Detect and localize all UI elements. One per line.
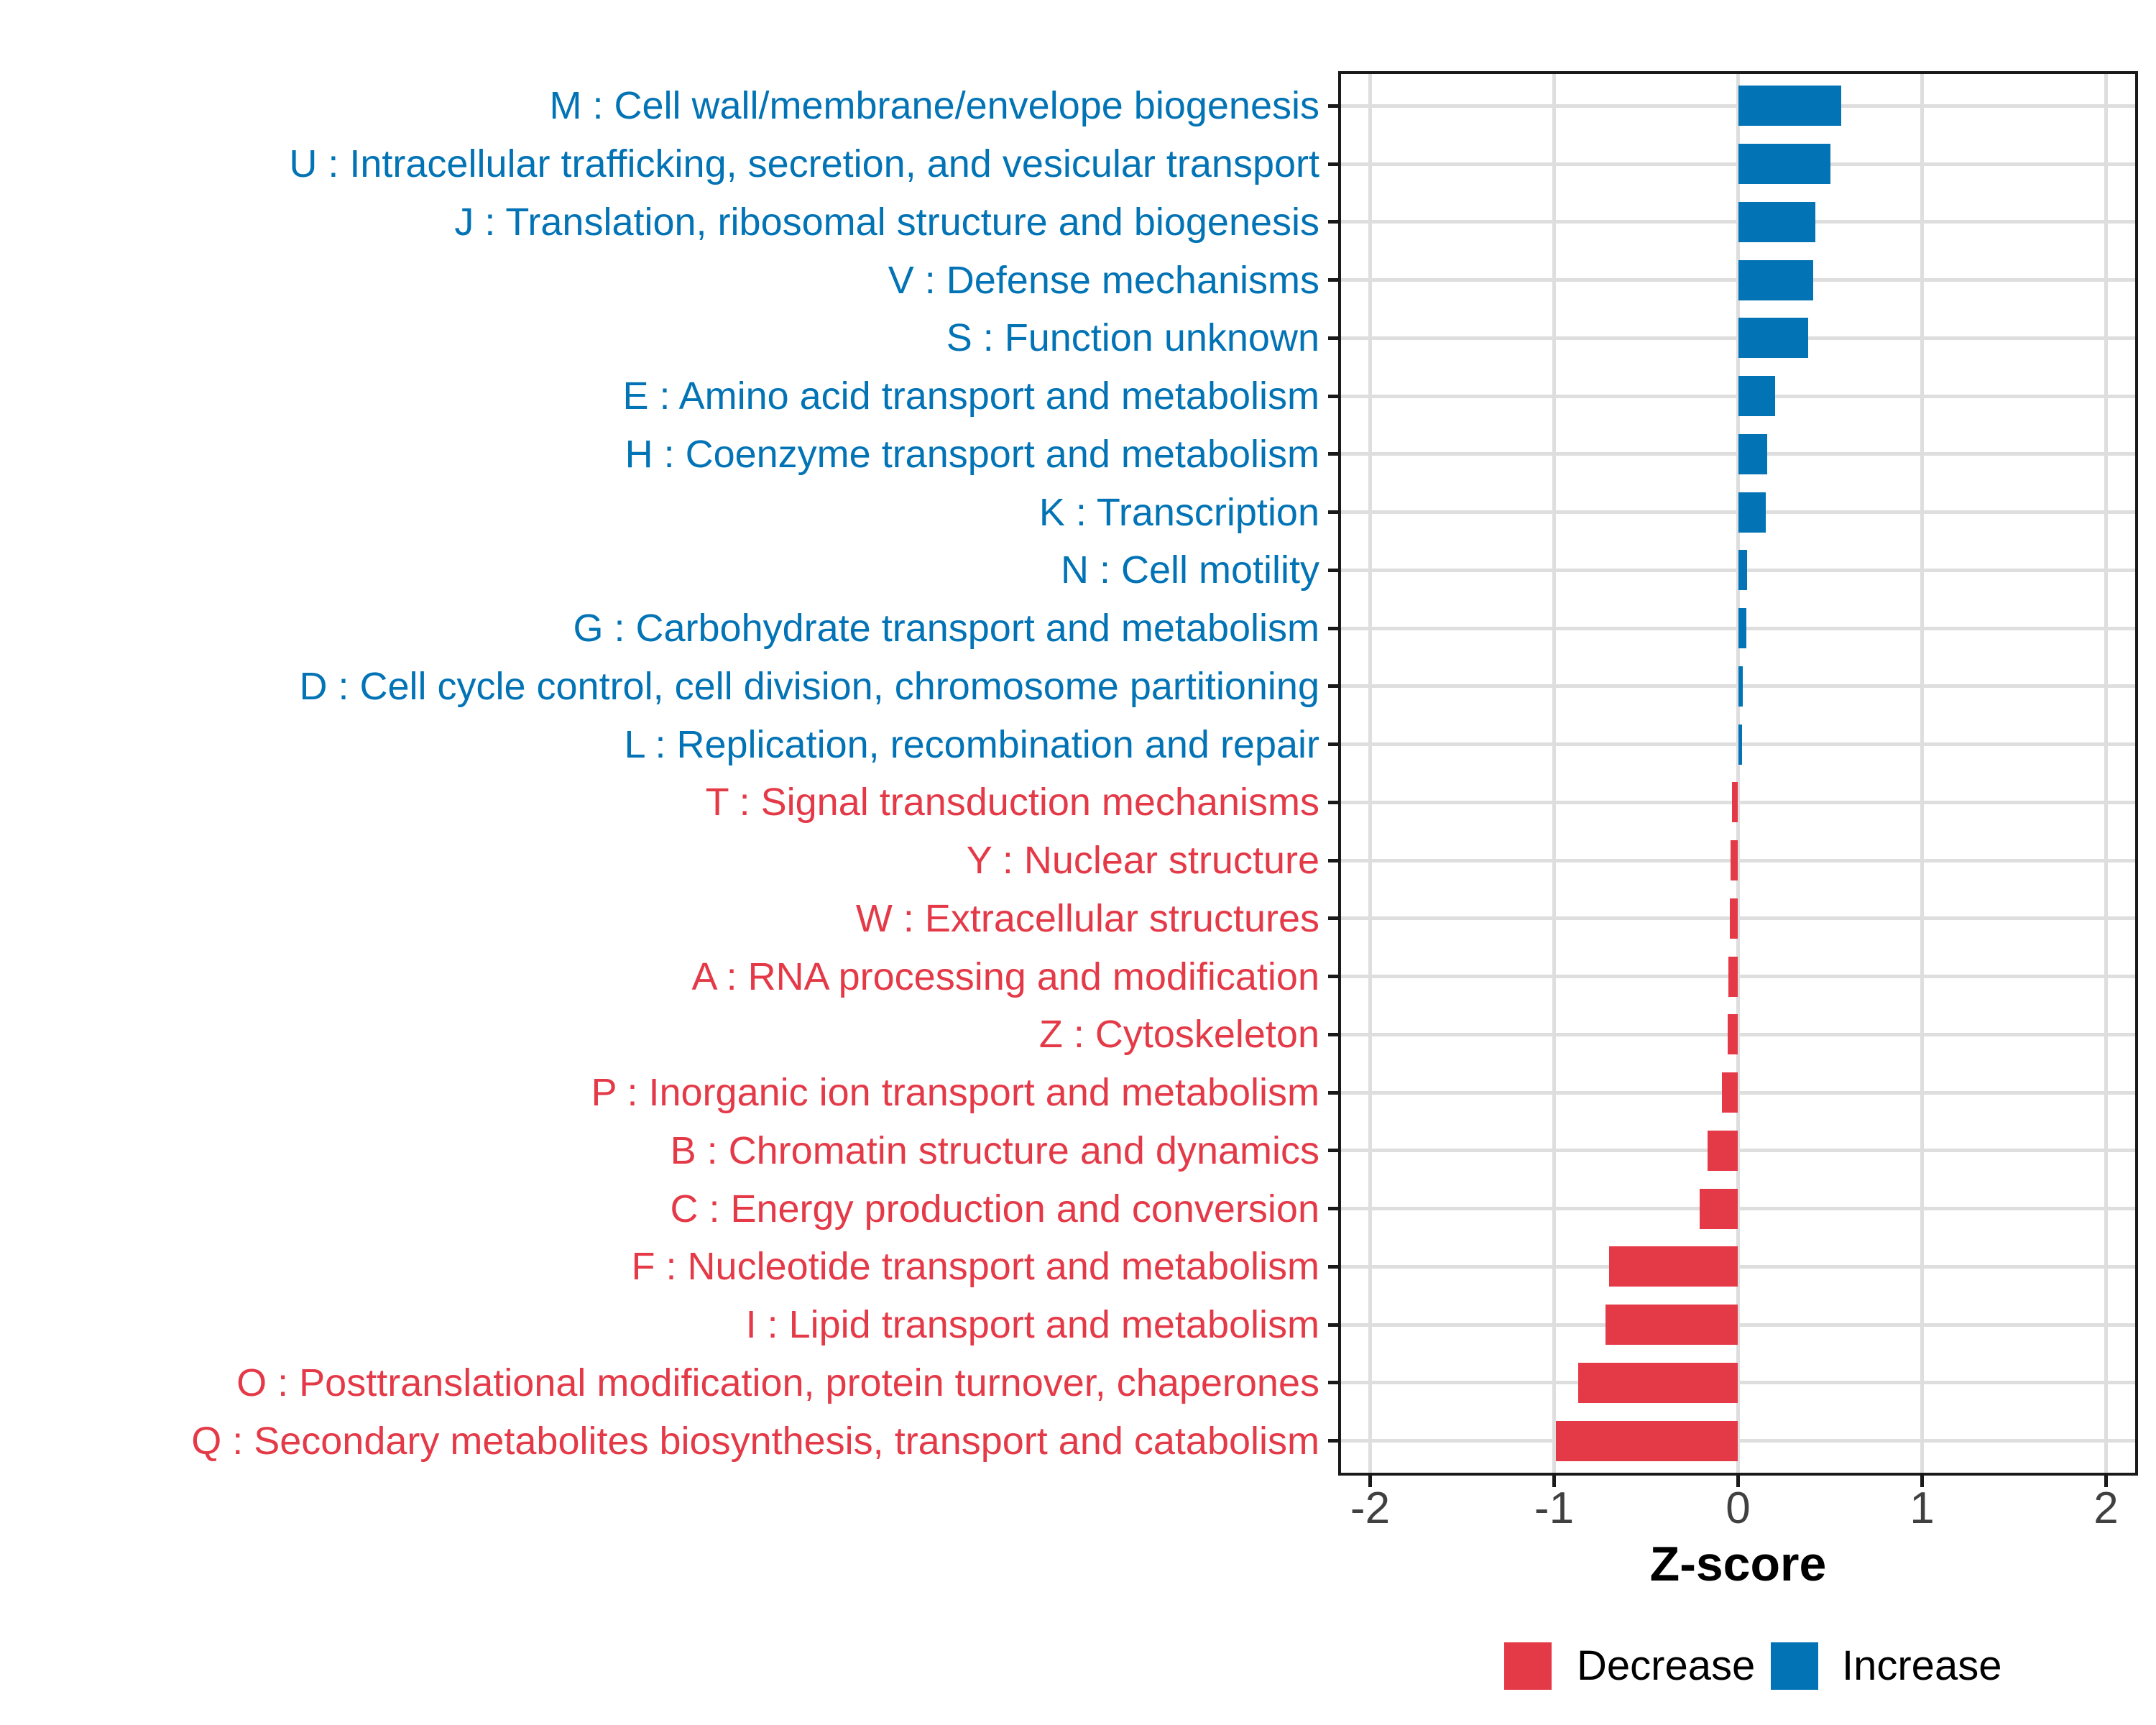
- legend-label-decrease: Decrease: [1577, 1642, 1756, 1689]
- bar-b: [1708, 1131, 1738, 1171]
- x-tick-label: -1: [1534, 1484, 1575, 1533]
- category-label: M : Cell wall/membrane/envelope biogenesis: [549, 84, 1319, 128]
- bar-o: [1578, 1363, 1738, 1403]
- bar-z: [1728, 1014, 1738, 1054]
- category-label: O : Posttranslational modification, protein turnover, chaperones: [236, 1361, 1319, 1404]
- y-tick-mark: [1328, 1265, 1338, 1269]
- category-label: S : Function unknown: [946, 316, 1319, 360]
- bar-y: [1731, 840, 1738, 880]
- category-label: K : Transcription: [1038, 490, 1319, 534]
- bar-n: [1738, 550, 1748, 590]
- bar-g: [1738, 608, 1747, 648]
- category-label: L : Replication, recombination and repair: [624, 722, 1319, 766]
- y-tick-mark: [1328, 1207, 1338, 1210]
- y-tick-mark: [1328, 742, 1338, 746]
- category-label: P : Inorganic ion transport and metabolism: [591, 1071, 1319, 1115]
- y-tick-mark: [1328, 569, 1338, 572]
- bar-e: [1738, 376, 1775, 416]
- category-label: Y : Nuclear structure: [966, 839, 1319, 883]
- y-tick-mark: [1328, 1091, 1338, 1095]
- bar-j: [1738, 202, 1816, 242]
- bar-v: [1738, 260, 1814, 300]
- gridline-vertical: [1552, 71, 1556, 1476]
- y-tick-mark: [1328, 336, 1338, 340]
- bar-p: [1722, 1072, 1738, 1113]
- gridline-vertical: [2104, 71, 2108, 1476]
- category-label: V : Defense mechanisms: [888, 258, 1319, 302]
- bar-c: [1700, 1189, 1738, 1229]
- y-tick-mark: [1328, 162, 1338, 166]
- gridline-vertical: [1920, 71, 1924, 1476]
- legend-label-increase: Increase: [1842, 1642, 2002, 1689]
- y-tick-mark: [1328, 395, 1338, 398]
- category-label: G : Carbohydrate transport and metabolism: [573, 607, 1319, 650]
- plot-panel: [1338, 71, 2138, 1476]
- y-tick-mark: [1328, 1439, 1338, 1443]
- bar-l: [1738, 724, 1742, 765]
- category-label: W : Extracellular structures: [855, 896, 1319, 940]
- bar-s: [1738, 318, 1808, 358]
- y-tick-mark: [1328, 627, 1338, 630]
- category-label: H : Coenzyme transport and metabolism: [625, 432, 1319, 476]
- bar-a: [1728, 957, 1738, 997]
- category-label: D : Cell cycle control, cell division, chromosome partitioning: [299, 664, 1319, 708]
- y-tick-mark: [1328, 1033, 1338, 1036]
- legend-key-decrease: [1504, 1642, 1552, 1690]
- x-tick-label: 2: [2093, 1484, 2119, 1533]
- y-tick-mark: [1328, 684, 1338, 688]
- bar-f: [1609, 1246, 1738, 1287]
- category-label: B : Chromatin structure and dynamics: [670, 1128, 1319, 1172]
- bar-w: [1730, 898, 1738, 939]
- bar-u: [1738, 144, 1830, 184]
- x-tick-label: 0: [1726, 1484, 1751, 1533]
- y-tick-mark: [1328, 1149, 1338, 1152]
- y-tick-mark: [1328, 510, 1338, 514]
- category-label: I : Lipid transport and metabolism: [745, 1303, 1319, 1347]
- bar-m: [1738, 86, 1841, 126]
- category-label: Z : Cytoskeleton: [1038, 1013, 1319, 1057]
- category-label: Q : Secondary metabolites biosynthesis, transport and catabolism: [191, 1419, 1319, 1463]
- gridline-vertical: [1368, 71, 1372, 1476]
- category-label: A : RNA processing and modification: [691, 954, 1319, 998]
- bar-h: [1738, 434, 1768, 474]
- x-axis-title: Z-score: [1649, 1537, 1827, 1591]
- y-tick-mark: [1328, 278, 1338, 282]
- category-label: N : Cell motility: [1060, 548, 1319, 592]
- y-tick-mark: [1328, 859, 1338, 862]
- y-tick-mark: [1328, 220, 1338, 224]
- category-label: C : Energy production and conversion: [670, 1187, 1319, 1230]
- bar-d: [1738, 666, 1743, 707]
- x-tick-label: 1: [1909, 1484, 1935, 1533]
- y-tick-mark: [1328, 1381, 1338, 1384]
- y-tick-mark: [1328, 104, 1338, 108]
- category-label: E : Amino acid transport and metabolism: [622, 374, 1319, 418]
- category-label: U : Intracellular trafficking, secretion, and vesicular transport: [289, 142, 1319, 186]
- bar-i: [1606, 1305, 1738, 1345]
- bar-q: [1556, 1421, 1738, 1461]
- y-tick-mark: [1328, 916, 1338, 920]
- category-label: J : Translation, ribosomal structure and biogenesis: [454, 200, 1319, 244]
- y-tick-mark: [1328, 452, 1338, 456]
- y-tick-mark: [1328, 1323, 1338, 1327]
- x-tick-label: -2: [1350, 1484, 1391, 1533]
- category-label: F : Nucleotide transport and metabolism: [631, 1245, 1319, 1289]
- bar-k: [1738, 492, 1766, 533]
- category-label: T : Signal transduction mechanisms: [705, 781, 1319, 824]
- bar-t: [1732, 782, 1738, 822]
- y-tick-mark: [1328, 975, 1338, 978]
- y-tick-mark: [1328, 801, 1338, 804]
- legend-key-increase: [1771, 1642, 1818, 1690]
